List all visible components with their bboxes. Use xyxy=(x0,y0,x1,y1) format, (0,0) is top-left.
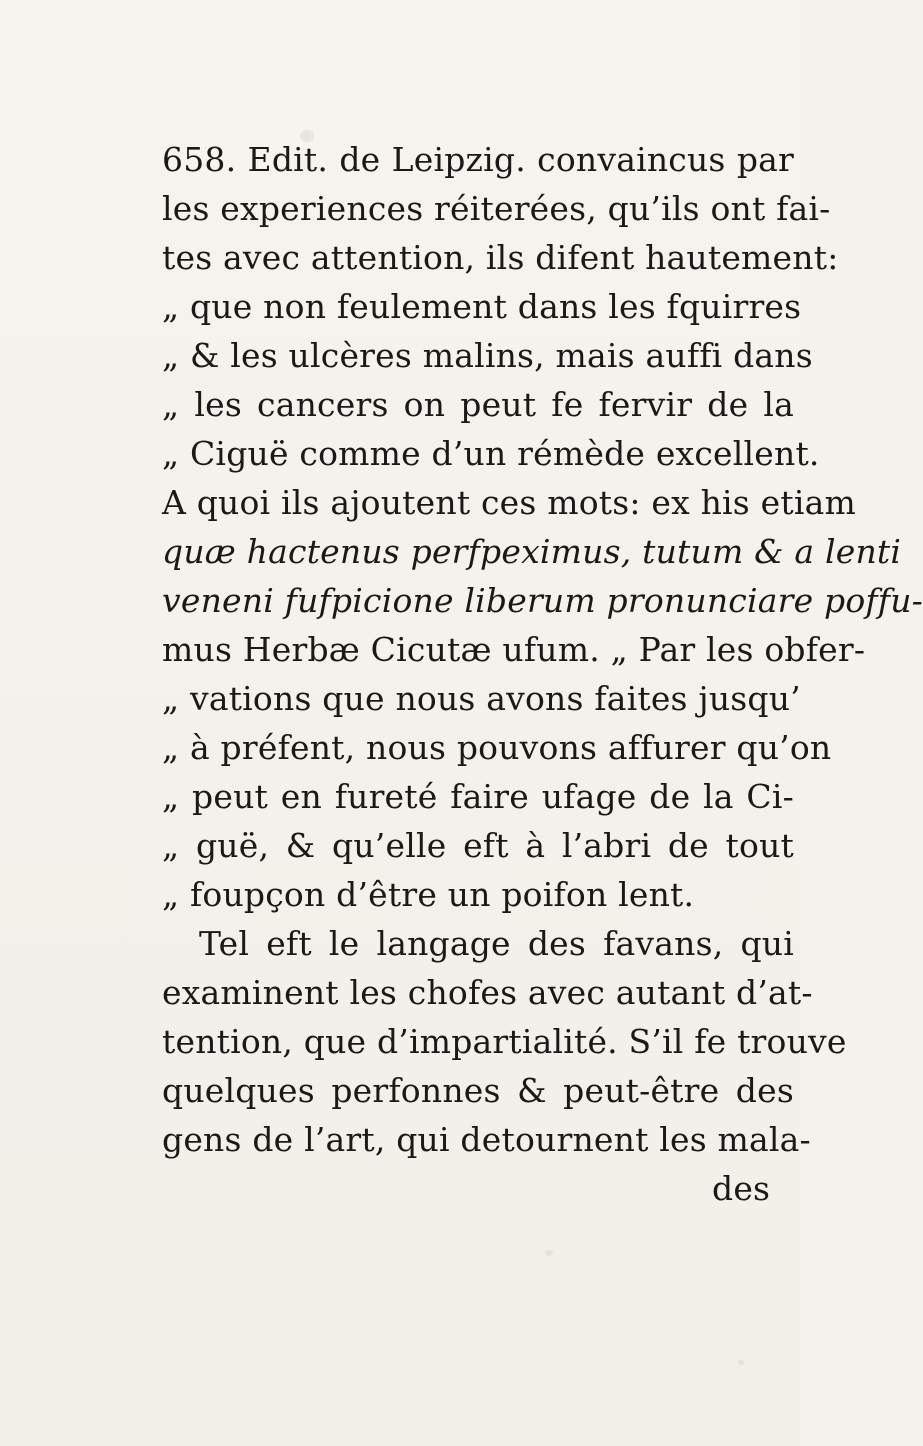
text-line: mus Herbæ Cicutæ ufum. „ Par les obfer- xyxy=(162,630,866,669)
paper-stain xyxy=(738,1360,744,1365)
paper-stain xyxy=(545,1250,553,1256)
latin-text-line: veneni fufpicione liberum pronunciare poffu- xyxy=(162,581,923,620)
text-line: „ & les ulcères malins, mais auffi dans xyxy=(162,336,813,375)
text-line: „ peut en fureté faire ufage de la Ci- xyxy=(162,777,794,816)
text-line: tes avec attention, ils difent hautement: xyxy=(162,238,839,277)
text-line: „ les cancers on peut fe fervir de la xyxy=(162,385,794,424)
text-line: gens de l’art, qui detournent les mala- xyxy=(162,1120,811,1159)
text-line: quelques perfonnes & peut-être des xyxy=(162,1071,794,1110)
text-line: les experiences réiterées, qu’ils ont fai- xyxy=(162,189,831,228)
text-line: „ que non feulement dans les fquirres xyxy=(162,287,802,326)
text-line: „ guë, & qu’elle eft à l’abri de tout xyxy=(162,826,794,865)
paragraph-first-line: Tel eft le langage des favans, qui xyxy=(199,924,794,963)
catchword: des xyxy=(712,1169,771,1208)
text-line: A quoi ils ajoutent ces mots: ex his etiam xyxy=(162,483,856,522)
text-line: „ foupçon d’être un poifon lent. xyxy=(162,875,695,914)
text-line: 658. Edit. de Leipzig. convaincus par xyxy=(162,140,794,179)
latin-text-line: quæ hactenus perfpeximus, tutum & a lenti xyxy=(162,532,902,571)
text-line: „ à préfent, nous pouvons affurer qu’on xyxy=(162,728,832,767)
text-line: „ vations que nous avons faites jusqu’ xyxy=(162,679,801,718)
text-line: „ Ciguë comme d’un rémède excellent. xyxy=(162,434,820,473)
text-line: examinent les chofes avec autant d’at- xyxy=(162,973,813,1012)
text-line: tention, que d’impartialité. S’il fe trouve xyxy=(162,1022,847,1061)
